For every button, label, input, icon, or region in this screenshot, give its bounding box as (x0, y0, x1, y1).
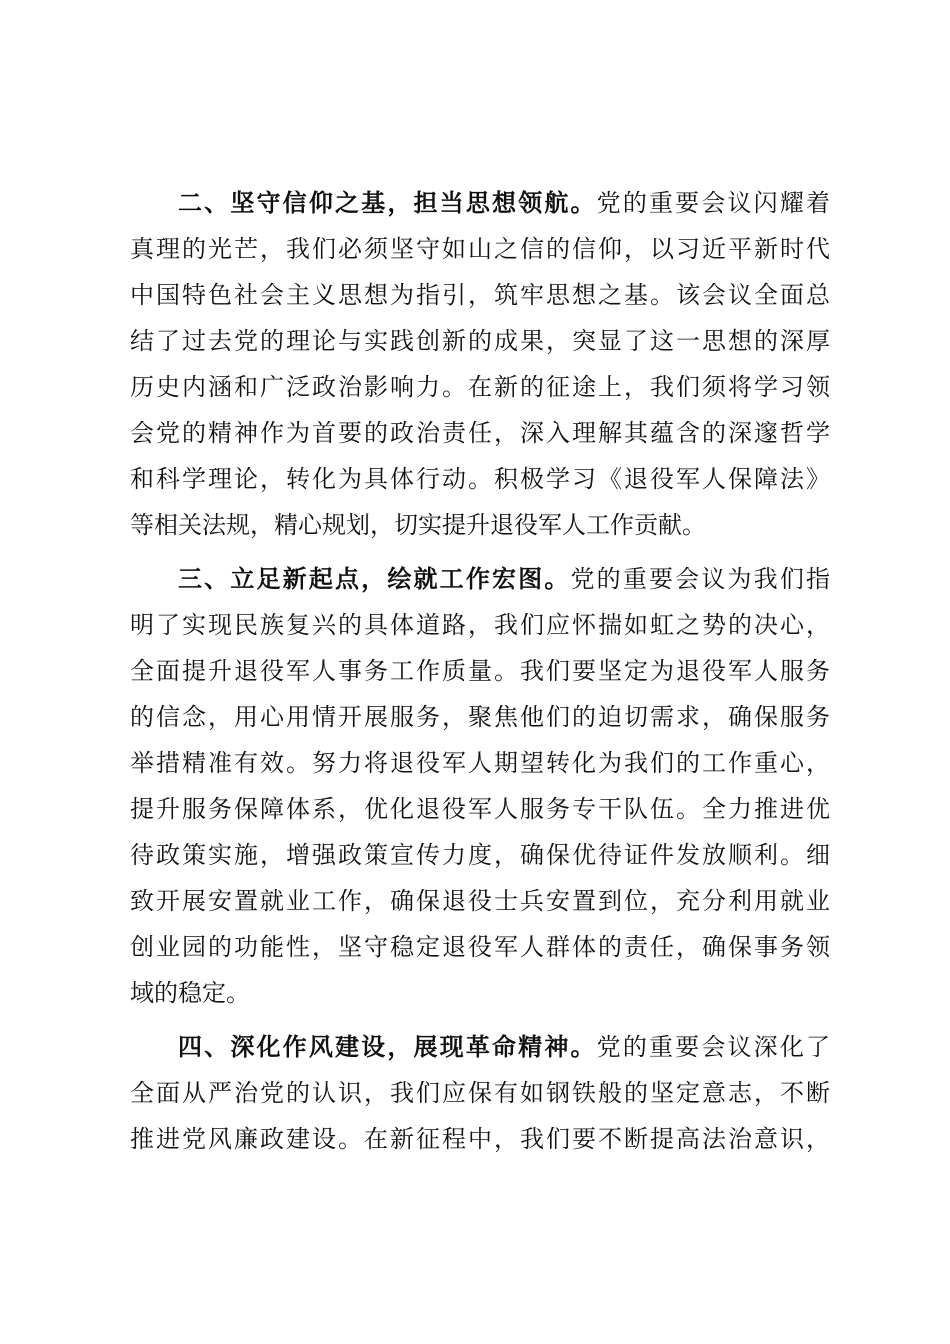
paragraph-2-heading: 二、坚守信仰之基，担当思想领航。 (178, 189, 597, 217)
paragraph-4-heading: 四、深化作风建设，展现革命精神。 (178, 1033, 597, 1061)
paragraph-3-line: 创业园的功能性，坚守稳定退役军人群体的责任，确保事务领 (130, 933, 830, 961)
paragraph-2-line: 和科学理论，转化为具体行动。积极学习《退役军人保障法》 (130, 465, 830, 493)
paragraph-4-line: 推进党风廉政建设。在新征程中，我们要不断提高法治意识， (130, 1125, 830, 1153)
paragraph-3-heading: 三、立足新起点，绘就工作宏图。 (178, 565, 571, 593)
paragraph-3-line: 明了实现民族复兴的具体道路，我们应怀揣如虹之势的决心， (130, 611, 830, 639)
paragraph-3-line: 待政策实施，增强政策宣传力度，确保优待证件发放顺利。细 (130, 841, 830, 869)
paragraph-4-line: 全面从严治党的认识，我们应保有如钢铁般的坚定意志，不断 (130, 1079, 830, 1107)
paragraph-2-line: 中国特色社会主义思想为指引，筑牢思想之基。该会议全面总 (130, 281, 830, 309)
paragraph-3-text: 党的重要会议为我们指 (570, 565, 830, 593)
paragraph-4-text: 党的重要会议深化了 (596, 1033, 830, 1061)
paragraph-2-line: 等相关法规，精心规划，切实提升退役军人工作贡献。 (130, 511, 706, 539)
paragraph-3-line: 的信念，用心用情开展服务，聚焦他们的迫切需求，确保服务 (130, 703, 830, 731)
paragraph-2-line: 结了过去党的理论与实践创新的成果，突显了这一思想的深厚 (130, 327, 830, 355)
paragraph-3-line: 提升服务保障体系，优化退役军人服务专干队伍。全力推进优 (130, 795, 830, 823)
paragraph-2-line: 会党的精神作为首要的政治责任，深入理解其蕴含的深邃哲学 (130, 419, 830, 447)
document-body (130, 180, 830, 1162)
paragraph-3-line: 举措精准有效。努力将退役军人期望转化为我们的工作重心， (130, 749, 830, 777)
paragraph-3-line-1 (130, 556, 830, 602)
paragraph-2-line: 历史内涵和广泛政治影响力。在新的征途上，我们须将学习领 (130, 373, 830, 401)
paragraph-2-text: 党的重要会议闪耀着 (596, 189, 830, 217)
paragraph-2-line: 真理的光芒，我们必须坚守如山之信的信仰，以习近平新时代 (130, 235, 830, 263)
paragraph-3-line: 域的稳定。 (130, 979, 250, 1007)
paragraph-4-line-1 (130, 1024, 830, 1070)
paragraph-2-line-1 (130, 180, 830, 226)
paragraph-3-line: 致开展安置就业工作，确保退役士兵安置到位，充分利用就业 (130, 887, 830, 915)
paragraph-3-line: 全面提升退役军人事务工作质量。我们要坚定为退役军人服务 (130, 657, 830, 685)
